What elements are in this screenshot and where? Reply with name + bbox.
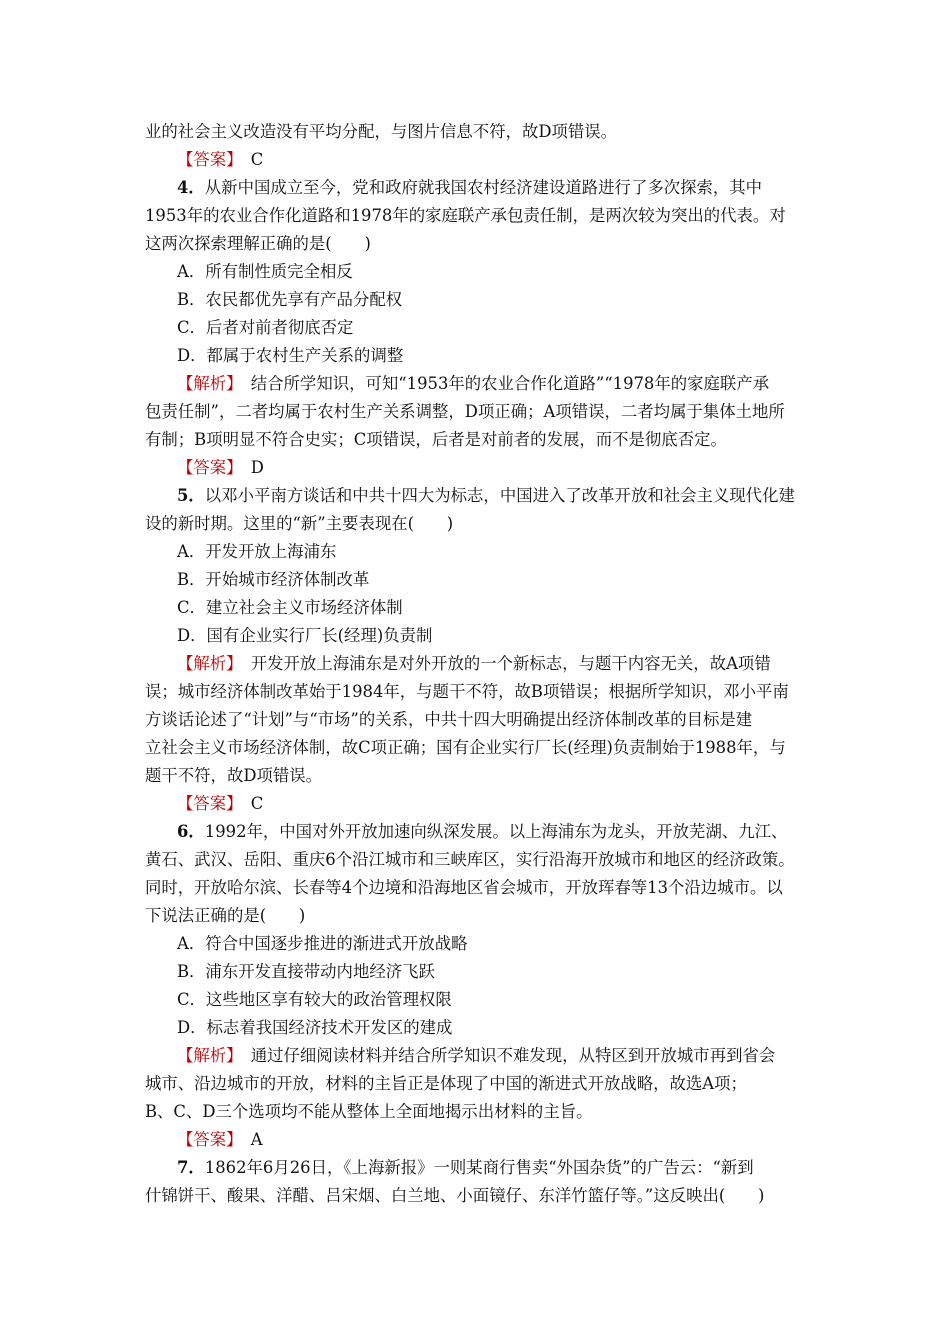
answer-tag: 【答案】 bbox=[177, 150, 235, 169]
answer-value: C bbox=[250, 150, 264, 169]
answer-tag: 【答案】 bbox=[177, 458, 235, 477]
analysis-text: 开发开放上海浦东是对外开放的一个新标志，与题干内容无关，故A项错 bbox=[234, 654, 771, 673]
option-d: D．都属于农村生产关系的调整 bbox=[177, 346, 404, 365]
answer-line bbox=[145, 454, 810, 482]
question-number: 7． bbox=[177, 1158, 205, 1177]
question-text: 从新中国成立至今，党和政府就我国农村经济建设道路进行了多次探索，其中 bbox=[204, 178, 763, 197]
question-number: 6． bbox=[177, 822, 205, 841]
analysis-text: 通过仔细阅读材料并结合所学知识不难发现，从特区到开放城市再到省会 bbox=[234, 1046, 776, 1065]
analysis-tag: 【解析】 bbox=[177, 654, 235, 673]
option-a: A．所有制性质完全相反 bbox=[177, 262, 353, 281]
answer-tag: 【答案】 bbox=[177, 794, 235, 813]
analysis-tag: 【解析】 bbox=[177, 1046, 235, 1065]
option-c: C．后者对前者彻底否定 bbox=[177, 318, 354, 337]
option-d: D．国有企业实行厂长(经理)负责制 bbox=[177, 626, 433, 645]
option-b: B．农民都优先享有产品分配权 bbox=[177, 290, 403, 309]
question-number: 4． bbox=[177, 178, 205, 197]
analysis-text: 结合所学知识，可知“1953年的农业合作化道路”“1978年的家庭联产承 bbox=[234, 374, 770, 393]
question-text: 黄石、武汉、岳阳、重庆6个沿江城市和三峡库区，实行沿海开放城市和地区的经济政策。 bbox=[145, 850, 795, 869]
analysis-line bbox=[145, 1042, 810, 1070]
analysis-text: 有制；B项明显不符合史实；C项错误，后者是对前者的发展，而不是彻底否定。 bbox=[145, 430, 727, 449]
analysis-text: 立社会主义市场经济体制，故C项正确；国有企业实行厂长(经理)负责制始于1988年，与 bbox=[145, 738, 786, 757]
question-text: 这两次探索理解正确的是( ) bbox=[145, 234, 371, 253]
option-b: B．浦东开发直接带动内地经济飞跃 bbox=[177, 962, 435, 981]
document-page bbox=[145, 118, 810, 1210]
analysis-text: 城市、沿边城市的开放，材料的主旨正是体现了中国的渐进式开放战略，故选A项； bbox=[145, 1074, 747, 1093]
answer-tag: 【答案】 bbox=[177, 1130, 235, 1149]
analysis-text: 方谈话论述了“计划”与“市场”的关系，中共十四大明确提出经济体制改革的目标是建 bbox=[145, 710, 753, 729]
option-a: A．符合中国逐步推进的渐进式开放战略 bbox=[177, 934, 468, 953]
question-text: 1992年，中国对外开放加速向纵深发展。以上海浦东为龙头，开放芜湖、九江、 bbox=[204, 822, 788, 841]
question-text: 1953年的农业合作化道路和1978年的家庭联产承包责任制，是两次较为突出的代表。对 bbox=[145, 206, 786, 225]
option-a: A．开发开放上海浦东 bbox=[177, 542, 337, 561]
question-text: 1862年6月26日，《上海新报》一则某商行售卖“外国杂货”的广告云：“新到 bbox=[204, 1158, 754, 1177]
question-text: 下说法正确的是( ) bbox=[145, 906, 306, 925]
answer-line bbox=[145, 1126, 810, 1154]
analysis-text: 题干不符，故D项错误。 bbox=[145, 766, 323, 785]
question-number: 5． bbox=[177, 486, 205, 505]
option-d: D．标志着我国经济技术开发区的建成 bbox=[177, 1018, 453, 1037]
analysis-text: 误；城市经济体制改革始于1984年，与题干不符，故B项错误；根据所学知识，邓小平南 bbox=[145, 682, 789, 701]
option-c: C．建立社会主义市场经济体制 bbox=[177, 598, 403, 617]
question-text: 设的新时期。这里的“新”主要表现在( ) bbox=[145, 514, 454, 533]
question-line bbox=[145, 818, 810, 846]
question-line bbox=[145, 1154, 810, 1182]
analysis-line bbox=[145, 650, 810, 678]
question-text: 什锦饼干、酸果、洋醋、吕宋烟、白兰地、小面镜仔、东洋竹篮仔等。”这反映出( ) bbox=[145, 1186, 765, 1205]
analysis-text: B、C、D三个选项均不能从整体上全面地揭示出材料的主旨。 bbox=[145, 1102, 593, 1121]
text-line: 业的社会主义改造没有平均分配，与图片信息不符，故D项错误。 bbox=[145, 122, 618, 141]
analysis-text: 包责任制”，二者均属于农村生产关系调整，D项正确；A项错误，二者均属于集体土地所 bbox=[145, 402, 785, 421]
option-c: C．这些地区享有较大的政治管理权限 bbox=[177, 990, 452, 1009]
question-text: 以邓小平南方谈话和中共十四大为标志，中国进入了改革开放和社会主义现代化建 bbox=[204, 486, 795, 505]
answer-line bbox=[145, 790, 810, 818]
question-text: 同时，开放哈尔滨、长春等4个边境和沿海地区省会城市，开放珲春等13个沿边城市。以 bbox=[145, 878, 783, 897]
analysis-tag: 【解析】 bbox=[177, 374, 235, 393]
answer-value: A bbox=[250, 1130, 263, 1149]
answer-value: D bbox=[250, 458, 264, 477]
question-line bbox=[145, 174, 810, 202]
option-b: B．开始城市经济体制改革 bbox=[177, 570, 370, 589]
answer-value: C bbox=[250, 794, 264, 813]
answer-line bbox=[145, 146, 810, 174]
analysis-line bbox=[145, 370, 810, 398]
question-line bbox=[145, 482, 810, 510]
